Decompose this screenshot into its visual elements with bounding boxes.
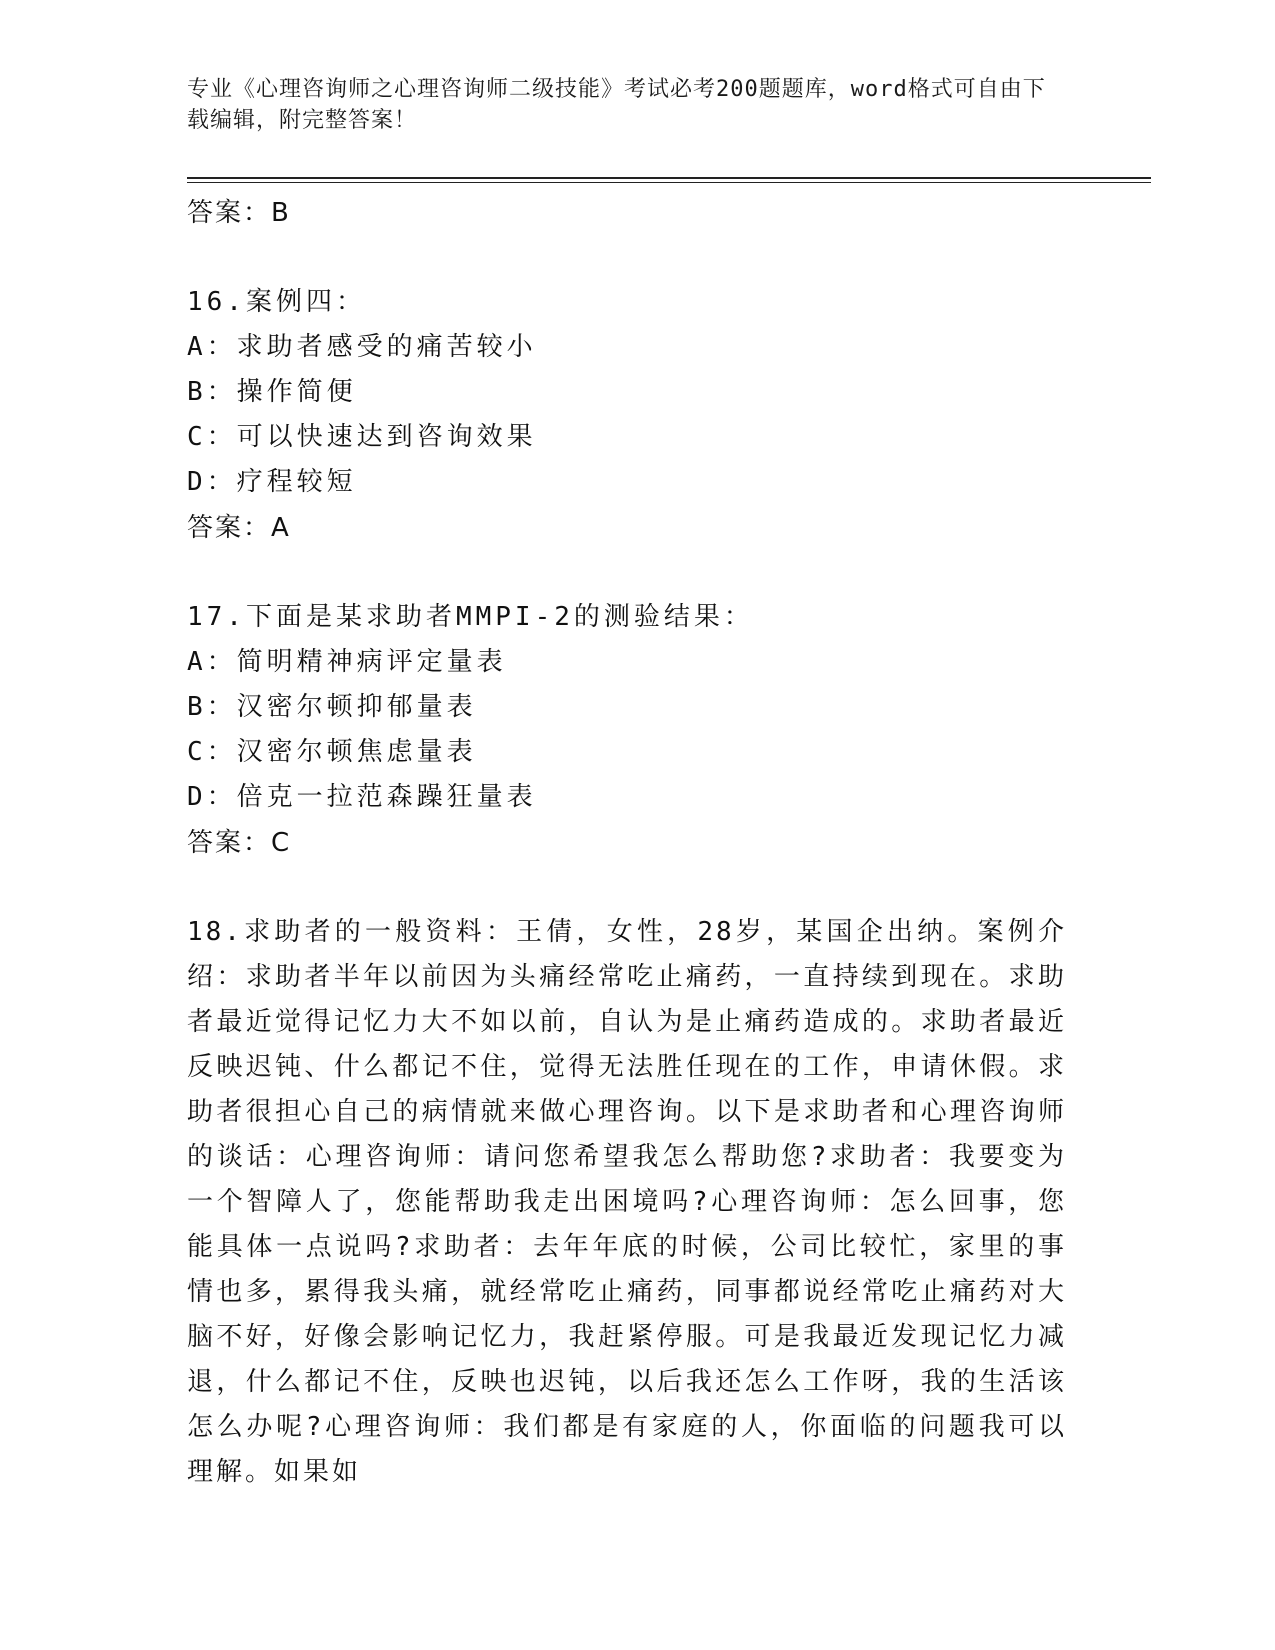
option-a: A：求助者感受的痛苦较小 xyxy=(187,332,537,362)
page-content xyxy=(187,190,1067,1495)
answer-line: 答案：B xyxy=(187,198,291,228)
question-stem: 16.案例四： xyxy=(187,287,366,317)
header-rule-thin xyxy=(187,182,1151,183)
option-a: A：简明精神病评定量表 xyxy=(187,647,507,677)
question-stem: 17.下面是某求助者MMPI-2的测验结果： xyxy=(187,602,754,632)
option-d: D：疗程较短 xyxy=(187,467,357,497)
question-16 xyxy=(187,280,1067,551)
header-rule-thick xyxy=(187,177,1151,179)
option-d: D：倍克一拉范森躁狂量表 xyxy=(187,782,537,812)
answer-line: 答案：C xyxy=(187,828,292,858)
page-header: 专业《心理咨询师之心理咨询师二级技能》考试必考200题题库，word格式可自由下载编辑，附完整答案！ xyxy=(187,77,1046,133)
option-c: C：可以快速达到咨询效果 xyxy=(187,422,537,452)
question-17 xyxy=(187,595,1067,866)
option-b: B：汉密尔顿抑郁量表 xyxy=(187,692,477,722)
question-18 xyxy=(187,910,1067,1495)
answer-line: 答案：A xyxy=(187,513,291,543)
question-stem: 18.求助者的一般资料：王倩，女性，28岁，某国企出纳。案例介绍：求助者半年以前因为头痛经常吃止痛药，一直持续到现在。求助者最近觉得记忆力大不如以前，自认为是止痛药造成的。求助者最近反映迟钝、什么都记不住，觉得无法胜任现在的工作，申请休假。求助者很担心自己的病情就来做心理咨询。以下是求助者和心理咨询师的谈话：心理咨询师：请问您希望我怎么帮助您?求助者：我要变为一个智障人了，您能帮助我走出困境吗?心理咨询师：怎么回事，您能具体一点说吗?求助者：去年年底的时候，公司比较忙，家里的事情也多，累得我头痛，就经常吃止痛药，同事都说经常吃止痛药对大脑不好，好像会影响记忆力，我赶紧停服。可是我最近发现记忆力减退，什么都记不住，反映也迟钝，以后我还怎么工作呀，我的生活该怎么办呢?心理咨询师：我们都是有家庭的人，你面临的问题我可以理解。如果如 xyxy=(187,917,1067,1487)
option-b: B：操作简便 xyxy=(187,377,357,407)
option-c: C：汉密尔顿焦虑量表 xyxy=(187,737,477,767)
